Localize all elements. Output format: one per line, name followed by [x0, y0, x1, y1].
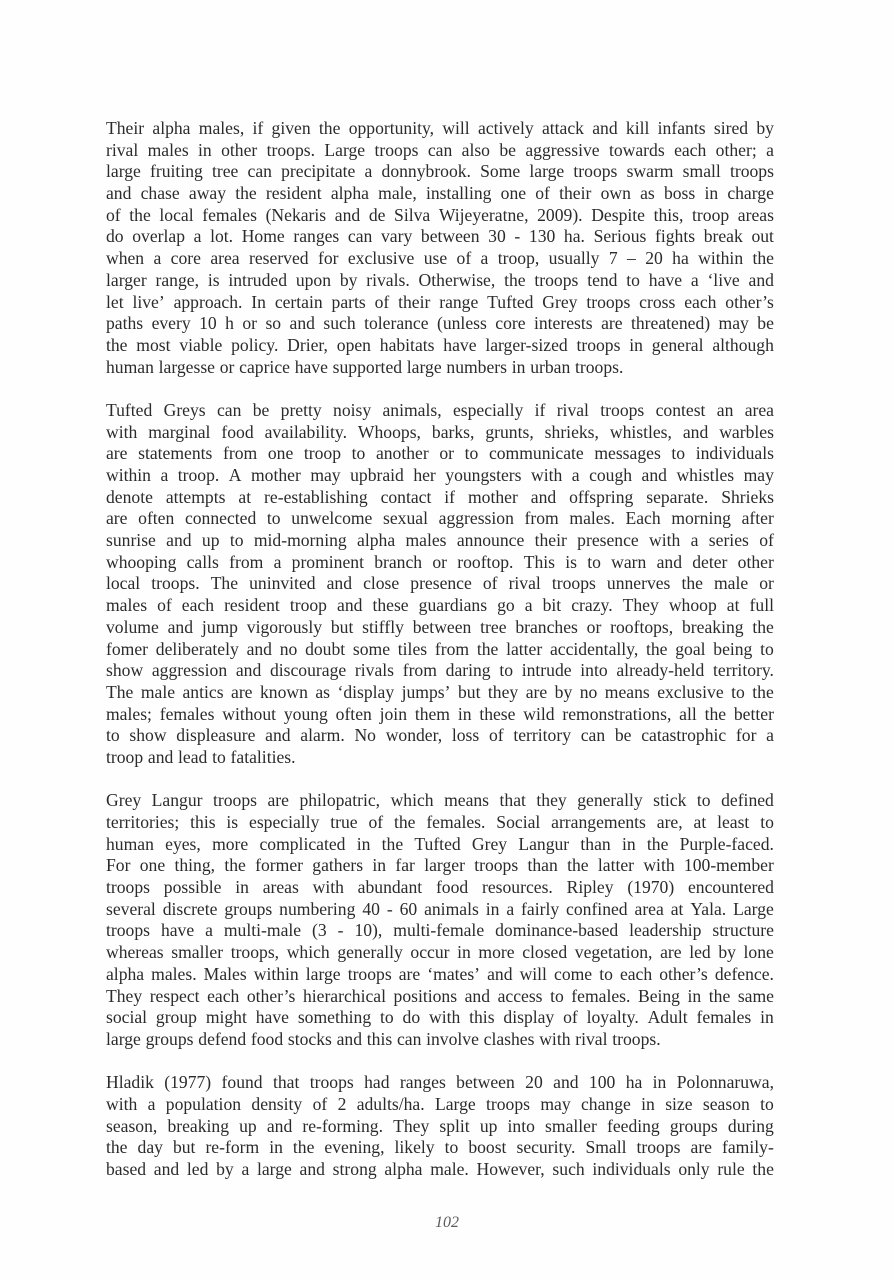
- text-line: are statements from one troop to another or to communicate messages to individuals: [106, 443, 774, 464]
- text-line: alpha males. Males within large troops are ‘mates’ and will come to each other’s defence.: [106, 963, 774, 984]
- text-line: large fruiting tree can precipitate a donnybrook. Some large troops swarm small troops: [106, 161, 774, 182]
- text-line: the most viable policy. Drier, open habitats have larger-sized troops in general although: [106, 334, 774, 355]
- paragraph: [106, 1072, 774, 1180]
- text-line: when a core area reserved for exclusive use of a troop, usually 7 – 20 ha within the: [106, 248, 774, 269]
- paragraph: [106, 118, 774, 378]
- text-line: territories; this is especially true of the females. Social arrangements are, at least to: [106, 812, 774, 832]
- text-line: They respect each other’s hierarchical positions and access to females. Being in the same: [106, 985, 774, 1006]
- text-line: larger range, is intruded upon by rivals. Otherwise, the troops tend to have a ‘live and: [106, 269, 774, 290]
- text-line: do overlap a lot. Home ranges can vary between 30 - 130 ha. Serious fights break out: [106, 226, 774, 247]
- text-line: based and led by a large and strong alpha male. However, such individuals only rule the: [106, 1159, 774, 1179]
- text-line: with marginal food availability. Whoops, barks, grunts, shrieks, whistles, and warbles: [106, 421, 774, 442]
- text-line: social group might have something to do with this display of loyalty. Adult females in: [106, 1007, 774, 1028]
- text-line: troop and lead to fatalities.: [106, 746, 296, 767]
- text-line: several discrete groups numbering 40 - 60 animals in a fairly confined area at Yala. Large: [106, 898, 774, 919]
- text-line: troops have a multi-male (3 - 10), multi-female dominance-based leadership structure: [106, 920, 774, 941]
- text-line: season, breaking up and re-forming. They split up into smaller feeding groups during: [106, 1115, 774, 1136]
- text-line: denote attempts at re-establishing contact if mother and offspring separate. Shrieks: [106, 486, 774, 507]
- text-line: human largesse or caprice have supported large numbers in urban troops.: [106, 356, 624, 377]
- text-line: local troops. The uninvited and close presence of rival troops unnerves the male or: [106, 573, 774, 594]
- text-line: with a population density of 2 adults/ha. Large troops may change in size season to: [106, 1093, 774, 1114]
- text-line: fomer deliberately and no doubt some tiles from the latter accidentally, the goal being to: [106, 638, 774, 659]
- text-line: the day but re-form in the evening, likely to boost security. Small troops are family-: [106, 1137, 774, 1158]
- text-line: Grey Langur troops are philopatric, which means that they generally stick to defined: [106, 790, 774, 811]
- page-number: 102: [435, 1214, 459, 1231]
- text-line: and chase away the resident alpha male, installing one of their own as boss in charge: [106, 183, 774, 204]
- paragraph: [106, 400, 774, 769]
- body-text: [106, 118, 774, 1202]
- text-line: For one thing, the former gathers in far larger troops than the latter with 100-member: [106, 855, 774, 876]
- text-line: troops possible in areas with abundant food resources. Ripley (1970) encountered: [106, 877, 774, 898]
- text-line: rival males in other troops. Large troops can also be aggressive towards each other; a: [106, 139, 774, 160]
- text-line: human eyes, more complicated in the Tufted Grey Langur than in the Purple-faced.: [106, 833, 774, 854]
- text-line: of the local females (Nekaris and de Silva Wijeyeratne, 2009). Despite this, troop areas: [106, 204, 774, 225]
- text-line: paths every 10 h or so and such tolerance (unless core interests are threatened) may be: [106, 313, 774, 334]
- paragraph: [106, 790, 774, 1050]
- text-line: Their alpha males, if given the opportunity, will actively attack and kill infants sired by: [106, 118, 774, 138]
- text-line: males of each resident troop and these guardians go a bit crazy. They whoop at full: [106, 595, 774, 616]
- text-line: to show displeasure and alarm. No wonder, loss of territory can be catastrophic for a: [106, 725, 774, 746]
- text-line: The male antics are known as ‘display jumps’ but they are by no means exclusive to the: [106, 681, 774, 702]
- text-line: let live’ approach. In certain parts of their range Tufted Grey troops cross each other’s: [106, 291, 774, 312]
- text-line: volume and jump vigorously but stiffly between tree branches or rooftops, breaking the: [106, 616, 774, 637]
- text-line: Hladik (1977) found that troops had ranges between 20 and 100 ha in Polonnaruwa,: [106, 1072, 774, 1093]
- text-line: within a troop. A mother may upbraid her youngsters with a cough and whistles may: [106, 465, 774, 485]
- text-line: males; females without young often join them in these wild remonstrations, all the better: [106, 703, 774, 724]
- text-line: sunrise and up to mid-morning alpha males announce their presence with a series of: [106, 530, 774, 551]
- text-line: show aggression and discourage rivals from daring to intrude into already-held territory.: [106, 660, 774, 681]
- text-line: are often connected to unwelcome sexual aggression from males. Each morning after: [106, 508, 774, 529]
- text-line: whooping calls from a prominent branch or rooftop. This is to warn and deter other: [106, 551, 774, 572]
- text-line: whereas smaller troops, which generally occur in more closed vegetation, are led by lone: [106, 942, 774, 963]
- text-line: Tufted Greys can be pretty noisy animals, especially if rival troops contest an area: [106, 399, 774, 420]
- text-line: large groups defend food stocks and this can involve clashes with rival troops.: [106, 1028, 661, 1049]
